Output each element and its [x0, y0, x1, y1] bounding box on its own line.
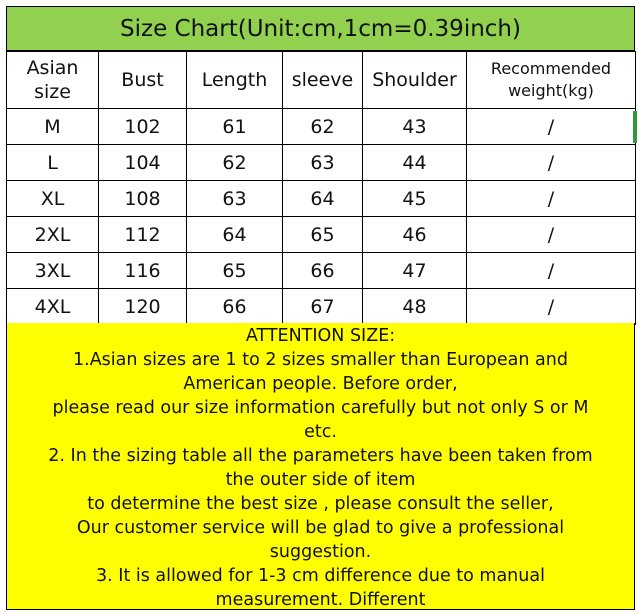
table-row [7, 181, 636, 217]
cell-weight: / [467, 145, 636, 181]
cell-weight: / [467, 253, 636, 289]
size-table [6, 51, 636, 325]
cell-length: 65 [187, 253, 283, 289]
attention-notice [6, 323, 635, 610]
cell-size: XL [7, 181, 99, 217]
table-row [7, 217, 636, 253]
column-header-sleeve: sleeve [283, 52, 363, 109]
notice-line: etc. [304, 422, 337, 442]
table-row [7, 109, 636, 145]
table-row [7, 145, 636, 181]
cell-size: L [7, 145, 99, 181]
cell-bust: 102 [99, 109, 187, 145]
cell-shoulder: 46 [363, 217, 467, 253]
notice-line: 2. In the sizing table all the parameters have been taken from [48, 446, 593, 466]
cell-shoulder: 43 [363, 109, 467, 145]
table-row [7, 289, 636, 325]
column-header-asian-size: Asian size [7, 52, 99, 109]
cell-length: 62 [187, 145, 283, 181]
cell-bust: 104 [99, 145, 187, 181]
cell-length: 63 [187, 181, 283, 217]
column-header-shoulder: Shoulder [363, 52, 467, 109]
cell-shoulder: 45 [363, 181, 467, 217]
cell-weight: / [467, 217, 636, 253]
notice-line: American people. Before order, [183, 374, 458, 394]
notice-line: please read our size information carefully but not only S or M [52, 398, 589, 418]
column-header-length: Length [187, 52, 283, 109]
cell-size: M [7, 109, 99, 145]
cell-weight: / [467, 109, 636, 145]
cell-sleeve: 62 [283, 109, 363, 145]
cell-weight: / [467, 181, 636, 217]
cell-shoulder: 44 [363, 145, 467, 181]
green-marker [633, 111, 637, 143]
cell-length: 64 [187, 217, 283, 253]
table-header-row [7, 52, 636, 109]
cell-bust: 116 [99, 253, 187, 289]
table-row [7, 253, 636, 289]
cell-size: 2XL [7, 217, 99, 253]
cell-bust: 108 [99, 181, 187, 217]
column-header-recommended-weight: Recommended weight(kg) [467, 52, 636, 109]
cell-shoulder: 48 [363, 289, 467, 325]
cell-bust: 120 [99, 289, 187, 325]
cell-sleeve: 64 [283, 181, 363, 217]
size-chart-title: Size Chart(Unit:cm,1cm=0.39inch) [6, 6, 635, 51]
cell-length: 66 [187, 289, 283, 325]
notice-line: Our customer service will be glad to give a professional [76, 518, 565, 538]
cell-sleeve: 63 [283, 145, 363, 181]
notice-line: 3. It is allowed for 1-3 cm difference due to manual [96, 566, 545, 586]
notice-line: the outer side of item [225, 470, 416, 490]
cell-weight: / [467, 289, 636, 325]
column-header-bust: Bust [99, 52, 187, 109]
cell-sleeve: 66 [283, 253, 363, 289]
cell-sleeve: 67 [283, 289, 363, 325]
notice-line: suggestion. [269, 542, 372, 562]
notice-line: to determine the best size , please consult the seller, [87, 494, 554, 514]
cell-shoulder: 47 [363, 253, 467, 289]
cell-sleeve: 65 [283, 217, 363, 253]
notice-line: measurement. Different [215, 590, 426, 610]
cell-bust: 112 [99, 217, 187, 253]
cell-size: 3XL [7, 253, 99, 289]
cell-size: 4XL [7, 289, 99, 325]
notice-heading: ATTENTION SIZE: [245, 326, 396, 346]
notice-line: 1.Asian sizes are 1 to 2 sizes smaller than European and [73, 350, 568, 370]
cell-length: 61 [187, 109, 283, 145]
